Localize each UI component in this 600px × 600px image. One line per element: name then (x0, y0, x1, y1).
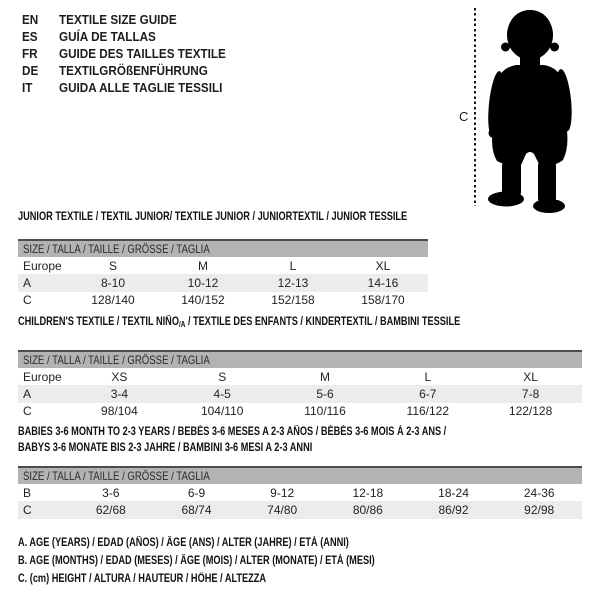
height-cell: 116/122 (406, 404, 450, 419)
section-children (18, 315, 582, 420)
row-label: Europe (23, 369, 62, 384)
months-cell: 24-36 (523, 485, 555, 500)
age-cell: 3-4 (110, 386, 129, 401)
months-cell: 18-24 (438, 485, 469, 500)
row-label: C (23, 502, 32, 517)
height-cell: 86/92 (438, 502, 469, 517)
babies-row-months (18, 484, 582, 501)
row-label: C (23, 404, 32, 419)
language-title-en: TEXTILE SIZE GUIDE (59, 12, 177, 27)
row-label: B (23, 485, 32, 500)
age-cell: 12-13 (277, 275, 309, 290)
height-cell: 104/110 (200, 404, 244, 419)
height-cell: 68/74 (181, 502, 212, 517)
size-cell: L (424, 369, 432, 384)
language-title-fr: GUIDE DES TAILLES TEXTILE (59, 46, 226, 61)
height-dashed-line (474, 8, 476, 206)
months-cell: 3-6 (102, 485, 120, 500)
footnote-c (18, 570, 464, 588)
footnote-a (18, 534, 464, 552)
children-row-height (18, 403, 582, 420)
age-cell: 6-7 (419, 386, 437, 401)
footnote-c-text: C. (cm) HEIGHT / ALTURA / HAUTEUR / HÖHE / ALTEZZA (18, 573, 267, 585)
row-label: C (23, 293, 32, 308)
size-cell: S (218, 369, 227, 384)
language-row-fr (22, 45, 244, 62)
months-cell: 6-9 (187, 485, 206, 500)
size-cell: XL (375, 258, 391, 273)
height-cell: 92/98 (524, 502, 555, 517)
babies-title-line1: BABIES 3-6 MONTH TO 2-3 YEARS / BEBÉS 3-6 MESES A 2-3 AÑOS / BÉBÉS 3-6 MOIS À 2-3 ANS / (18, 426, 447, 438)
junior-row-height (18, 292, 428, 309)
age-cell: 10-12 (187, 275, 219, 290)
section-children-title (18, 315, 582, 332)
babies-row-height (18, 501, 582, 518)
babies-size-header-label: SIZE / TALLA / TAILLE / GRÖSSE / TAGLIA (23, 469, 210, 483)
row-label: A (23, 275, 32, 290)
height-cell: 110/116 (304, 404, 346, 419)
age-cell: 8-10 (100, 275, 126, 290)
size-cell: M (319, 369, 330, 384)
age-cell: 4-5 (213, 386, 231, 401)
junior-size-header-label: SIZE / TALLA / TAILLE / GRÖSSE / TAGLIA (23, 242, 210, 256)
section-junior-title (18, 210, 428, 224)
language-row-es (22, 28, 244, 45)
language-title-de: TEXTILGRÖßENFÜHRUNG (59, 63, 208, 78)
language-title-block (22, 11, 244, 96)
language-row-it (22, 79, 244, 96)
age-cell: 5-6 (316, 386, 334, 401)
section-junior (18, 210, 428, 309)
children-size-table (18, 350, 582, 420)
language-code-en: EN (22, 12, 39, 27)
footnote-a-text: A. AGE (YEARS) / EDAD (AÑOS) / ÂGE (ANS) / ALTER (JAHRE) / ETÀ (ANNI) (18, 537, 349, 549)
junior-row-age (18, 274, 428, 291)
language-row-en (22, 11, 244, 28)
height-cell: 62/68 (95, 502, 126, 517)
age-cell: 14-16 (367, 275, 399, 290)
language-code-it: IT (22, 80, 33, 95)
section-babies (18, 424, 582, 519)
language-row-de (22, 62, 244, 79)
height-cell: 122/128 (508, 404, 553, 419)
babies-title-line2: BABYS 3-6 MONATE BIS 2-3 JAHRE / BAMBINI 3-6 MESI A 2-3 ANNI (18, 442, 313, 454)
row-label: A (23, 386, 32, 401)
junior-row-europe (18, 257, 428, 274)
row-label: Europe (23, 258, 62, 273)
size-cell: M (198, 258, 208, 273)
children-row-europe (18, 368, 582, 385)
junior-table-size-header (18, 239, 428, 257)
height-cell: 140/152 (181, 293, 225, 308)
footnote-b (18, 552, 464, 570)
section-junior-title-text: JUNIOR TEXTILE / TEXTIL JUNIOR/ TEXTILE JUNIOR / JUNIORTEXTIL / JUNIOR TESSILE (18, 211, 408, 223)
months-cell: 12-18 (352, 485, 384, 500)
size-cell: S (108, 258, 117, 273)
height-cell: 74/80 (267, 502, 298, 517)
babies-size-table (18, 466, 582, 519)
section-babies-title (18, 424, 582, 456)
months-cell: 9-12 (270, 485, 295, 500)
title-pre: CHILDREN'S TEXTILE / TEXTIL NIÑO (18, 316, 179, 328)
height-cell: 158/170 (361, 293, 405, 308)
age-cell: 7-8 (521, 386, 540, 401)
height-cell: 128/140 (91, 293, 135, 308)
height-cell: 80/86 (352, 502, 383, 517)
title-post: / TEXTILE DES ENFANTS / KINDERTEXTIL / BAMBINI TESSILE (185, 316, 461, 328)
language-code-es: ES (22, 29, 38, 44)
height-cell: 98/104 (101, 404, 138, 419)
height-measure-figure (450, 8, 592, 218)
children-table-size-header (18, 350, 582, 368)
size-cell: XS (111, 369, 128, 384)
legend-footnotes (18, 534, 464, 588)
language-title-es: GUÍA DE TALLAS (59, 29, 156, 44)
section-children-title-text (18, 315, 460, 332)
height-marker-label: C (459, 109, 469, 124)
language-code-de: DE (22, 63, 39, 78)
babies-table-size-header (18, 466, 582, 484)
junior-size-table (18, 239, 428, 309)
children-row-age (18, 385, 582, 402)
footnote-b-text: B. AGE (MONTHS) / EDAD (MESES) / ÂGE (MOIS) / ALTER (MONATE) / ETÀ (MESI) (18, 555, 375, 567)
title-subscript: /A (178, 320, 186, 329)
height-cell: 152/158 (271, 293, 315, 308)
size-cell: L (289, 258, 297, 273)
children-size-header-label: SIZE / TALLA / TAILLE / GRÖSSE / TAGLIA (23, 353, 210, 367)
language-title-it: GUIDA ALLE TAGLIE TESSILI (59, 80, 223, 95)
language-code-fr: FR (22, 46, 38, 61)
size-cell: XL (523, 369, 538, 384)
baby-silhouette (486, 8, 574, 214)
